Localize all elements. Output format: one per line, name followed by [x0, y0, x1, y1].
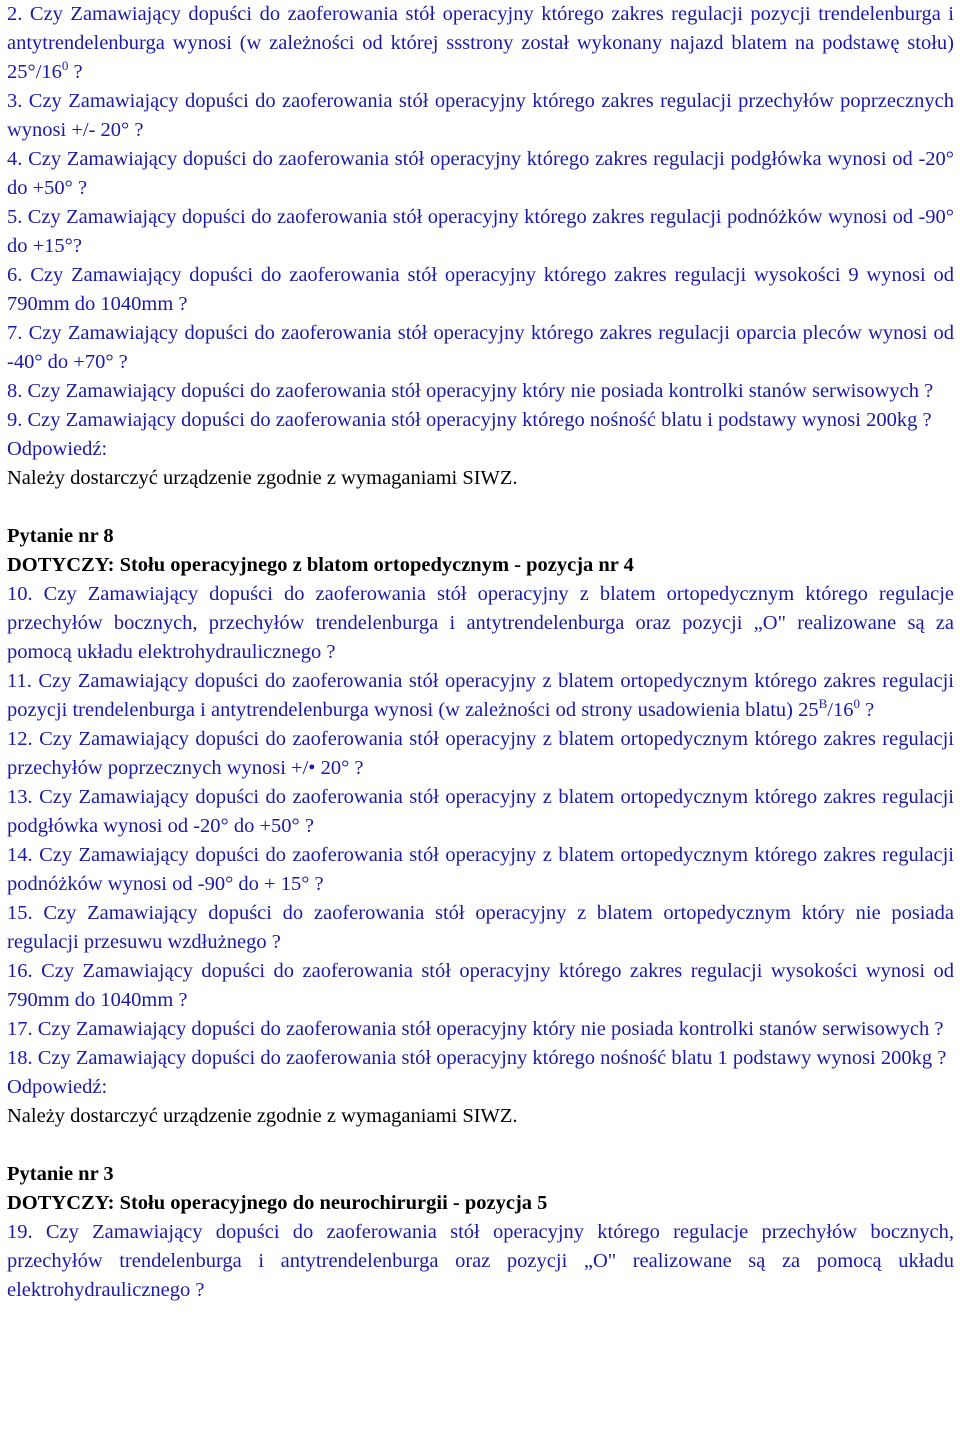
question-text: Czy Zamawiający dopuści do zaoferowania stół operacyjny którego zakres regulacji oparcia pleców wynosi od -40° do +70° ? — [7, 322, 955, 373]
question-item — [7, 145, 954, 203]
question-list-3 — [7, 1160, 954, 1305]
question-text: Czy Zamawiający dopuści do zaoferowania stół operacyjny z blatem ortopedycznym którego zakres regulacji pozycji trendelenburga i antytrendelenburga wynosi (w zależności od strony usadowienia blatu) 25 — [7, 670, 954, 721]
spacer — [7, 1131, 954, 1160]
question-number: 2. — [7, 3, 23, 25]
question-text: Czy Zamawiający dopuści do zaoferowania stół operacyjny którego zakres regulacji podgłówka wynosi od -20° do +50° ? — [7, 148, 954, 199]
question-item — [7, 580, 954, 667]
question-text: Czy Zamawiający dopuści do zaoferowania stół operacyjny którego zakres regulacji wysokości 9 wynosi od 790mm do 1040mm ? — [7, 264, 955, 315]
question-item — [7, 667, 954, 725]
question-number: 14. — [7, 844, 33, 866]
question-text: Czy Zamawiający dopuści do zaoferowania stół operacyjny którego nośność blatu 1 podstawy wynosi 200kg ? — [37, 1047, 947, 1069]
question-text: Czy Zamawiający dopuści do zaoferowania stół operacyjny z blatem ortopedycznym którego zakres regulacji przechyłów poprzecznych wynosi +/• 20° ? — [7, 728, 955, 779]
question-item — [7, 1044, 954, 1073]
question-list-2 — [7, 522, 954, 1131]
question-item — [7, 725, 954, 783]
spacer — [7, 493, 954, 522]
question-number: 5. — [7, 206, 23, 228]
question-number: 11. — [7, 670, 32, 692]
question-item — [7, 261, 954, 319]
question-text: Czy Zamawiający dopuści do zaoferowania stół operacyjny którego zakres regulacji podnóżków wynosi od -90° do +15°? — [7, 206, 954, 257]
question-item — [7, 377, 954, 406]
question-number: 9. — [7, 409, 23, 431]
superscript: 0 — [61, 58, 69, 74]
answer-text: Należy dostarczyć urządzenie zgodnie z wymaganiami SIWZ. — [7, 467, 518, 489]
question-number: 7. — [7, 322, 23, 344]
question-text: Czy Zamawiający dopuści do zaoferowania stół operacyjny z blatem ortopedycznym którego regulacje przechyłów bocznych, przechyłów trendelenburga i antytrendelenburga oraz pozycji „O" realizowane są za pomocą układu elektrohydraulicznego ? — [7, 583, 955, 663]
question-number: 3. — [7, 90, 23, 112]
question-item — [7, 1015, 954, 1044]
question-text: Czy Zamawiający dopuści do zaoferowania stół operacyjny z blatem ortopedycznym którego zakres regulacji podnóżków wynosi od -90° do + 15° ? — [7, 844, 955, 895]
question-text: Czy Zamawiający dopuści do zaoferowania stół operacyjny który nie posiada kontrolki stanów serwisowych ? — [27, 380, 934, 402]
question-text: Czy Zamawiający dopuści do zaoferowania stół operacyjny z blatem ortopedycznym którego zakres regulacji podgłówka wynosi od -20° do +50° ? — [7, 786, 955, 837]
question-text: Czy Zamawiający dopuści do zaoferowania stół operacyjny z blatem ortopedycznym który nie posiada regulacji przesuwu wzdłużnego ? — [7, 902, 955, 953]
question-number: 18. — [7, 1047, 33, 1069]
question-item — [7, 87, 954, 145]
question-number: 8. — [7, 380, 23, 402]
answer-label: Odpowiedź: — [7, 1076, 108, 1098]
question-heading: Pytanie nr 3 — [7, 1163, 114, 1185]
question-item — [7, 0, 954, 87]
question-number: 15. — [7, 902, 33, 924]
question-text: Czy Zamawiający dopuści do zaoferowania stół operacyjny którego zakres regulacji wysokości wynosi od 790mm do 1040mm ? — [7, 960, 954, 1011]
question-text: Czy Zamawiający dopuści do zaoferowania stół operacyjny którego zakres regulacji pozycji trendelenburga i antytrendelenburga wynosi (w zależności od której ssstrony został wykonany najazd blatem na podstawę stołu) 25°/16 — [7, 3, 955, 83]
question-subject: DOTYCZY: Stołu operacyjnego do neurochirurgii - pozycja 5 — [7, 1192, 548, 1214]
question-item — [7, 1218, 954, 1305]
question-tail: ? — [73, 61, 83, 83]
question-text: Czy Zamawiający dopuści do zaoferowania stół operacyjny który nie posiada kontrolki stanów serwisowych ? — [37, 1018, 944, 1040]
superscript: B — [818, 696, 828, 712]
question-number: 17. — [7, 1018, 33, 1040]
question-number: 4. — [7, 148, 23, 170]
question-item — [7, 406, 954, 435]
question-tail: ? — [865, 699, 875, 721]
question-text: Czy Zamawiający dopuści do zaoferowania stół operacyjny którego zakres regulacji przechyłów poprzecznych wynosi +/- 20° ? — [7, 90, 955, 141]
question-item — [7, 203, 954, 261]
question-item — [7, 841, 954, 899]
question-item — [7, 783, 954, 841]
question-number: 6. — [7, 264, 23, 286]
question-subject: DOTYCZY: Stołu operacyjnego z blatom ortopedycznym - pozycja nr 4 — [7, 554, 634, 576]
superscript: 0 — [853, 696, 860, 712]
question-number: 10. — [7, 583, 33, 605]
answer-text: Należy dostarczyć urządzenie zgodnie z wymaganiami SIWZ. — [7, 1105, 518, 1127]
answer-label: Odpowiedź: — [7, 438, 108, 460]
question-number: 16. — [7, 960, 33, 982]
question-number: 13. — [7, 786, 33, 808]
question-item — [7, 319, 954, 377]
question-item — [7, 899, 954, 957]
question-heading: Pytanie nr 8 — [7, 525, 114, 547]
question-number: 12. — [7, 728, 33, 750]
question-list-1 — [7, 0, 954, 493]
question-text: Czy Zamawiający dopuści do zaoferowania stół operacyjny którego regulacje przechyłów bocznych, przechyłów trendelenburga i antytrendelenburga oraz pozycji „O" realizowane są za pomocą układu elektrohydraulicznego ? — [7, 1221, 954, 1301]
question-text-mid: /16 — [827, 699, 854, 721]
question-item — [7, 957, 954, 1015]
question-text: Czy Zamawiający dopuści do zaoferowania stół operacyjny którego nośność blatu i podstawy wynosi 200kg ? — [27, 409, 932, 431]
question-number: 19. — [7, 1221, 33, 1243]
